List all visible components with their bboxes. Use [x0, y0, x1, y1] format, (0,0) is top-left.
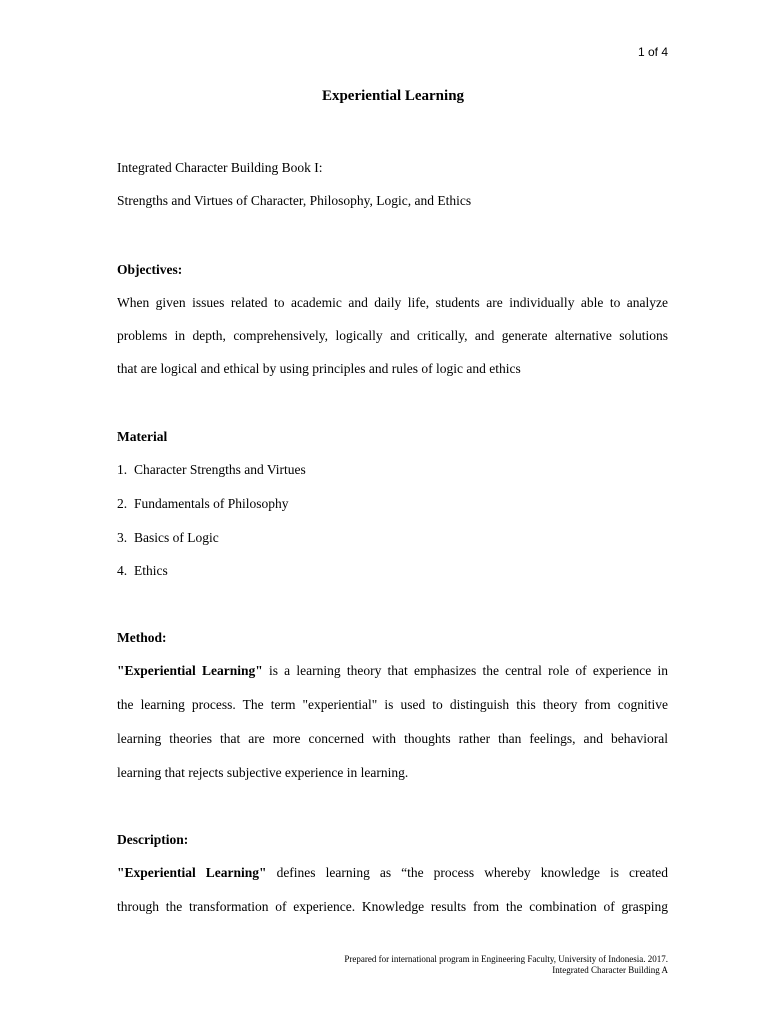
book-title-line-2: Strengths and Virtues of Character, Philosophy, Logic, and Ethics — [117, 193, 472, 208]
material-list-item — [117, 530, 219, 546]
description-line — [117, 865, 668, 881]
list-number: 2. — [117, 496, 128, 511]
method-line — [117, 663, 668, 679]
description-term: "Experiential Learning" — [117, 865, 267, 880]
footer-line-2: Integrated Character Building A — [552, 965, 668, 975]
list-number: 4. — [117, 563, 128, 578]
method-line-text: is a learning theory that emphasizes the central role of experience in — [262, 663, 668, 678]
method-line: learning theories that are more concerned with thoughts rather than feelings, and behavioral — [117, 731, 668, 746]
description-heading: Description: — [117, 832, 189, 847]
book-title-line-1: Integrated Character Building Book I: — [117, 160, 323, 175]
list-item-text: Basics of Logic — [134, 530, 219, 545]
page-number: 1 of 4 — [637, 45, 668, 59]
material-list-item — [117, 462, 306, 478]
footer-line-1: Prepared for international program in Engineering Faculty, University of Indonesia. 2017. — [344, 954, 668, 964]
material-list-item — [117, 563, 168, 579]
method-line: the learning process. The term "experiential" is used to distinguish this theory from cognitive — [117, 697, 668, 712]
page-footer — [344, 954, 668, 976]
document-title: Experiential Learning — [321, 88, 465, 104]
objectives-line: that are logical and ethical by using principles and rules of logic and ethics — [117, 361, 521, 376]
list-item-text: Fundamentals of Philosophy — [134, 496, 289, 511]
objectives-line: problems in depth, comprehensively, logically and critically, and generate alternative solutions — [117, 328, 668, 343]
material-heading: Material — [117, 429, 168, 444]
description-line-text: defines learning as “the process whereby knowledge is created — [266, 865, 668, 880]
method-heading: Method: — [117, 630, 167, 645]
method-line: learning that rejects subjective experience in learning. — [117, 765, 409, 780]
material-list-item — [117, 496, 289, 512]
objectives-line: When given issues related to academic and daily life, students are individually able to analyze — [117, 295, 668, 310]
method-term: "Experiential Learning" — [117, 663, 263, 678]
list-number: 1. — [117, 462, 128, 477]
list-item-text: Character Strengths and Virtues — [134, 462, 306, 477]
objectives-heading: Objectives: — [117, 262, 183, 277]
list-item-text: Ethics — [134, 563, 168, 578]
description-line: through the transformation of experience. Knowledge results from the combination of grasping — [117, 899, 668, 914]
list-number: 3. — [117, 530, 128, 545]
